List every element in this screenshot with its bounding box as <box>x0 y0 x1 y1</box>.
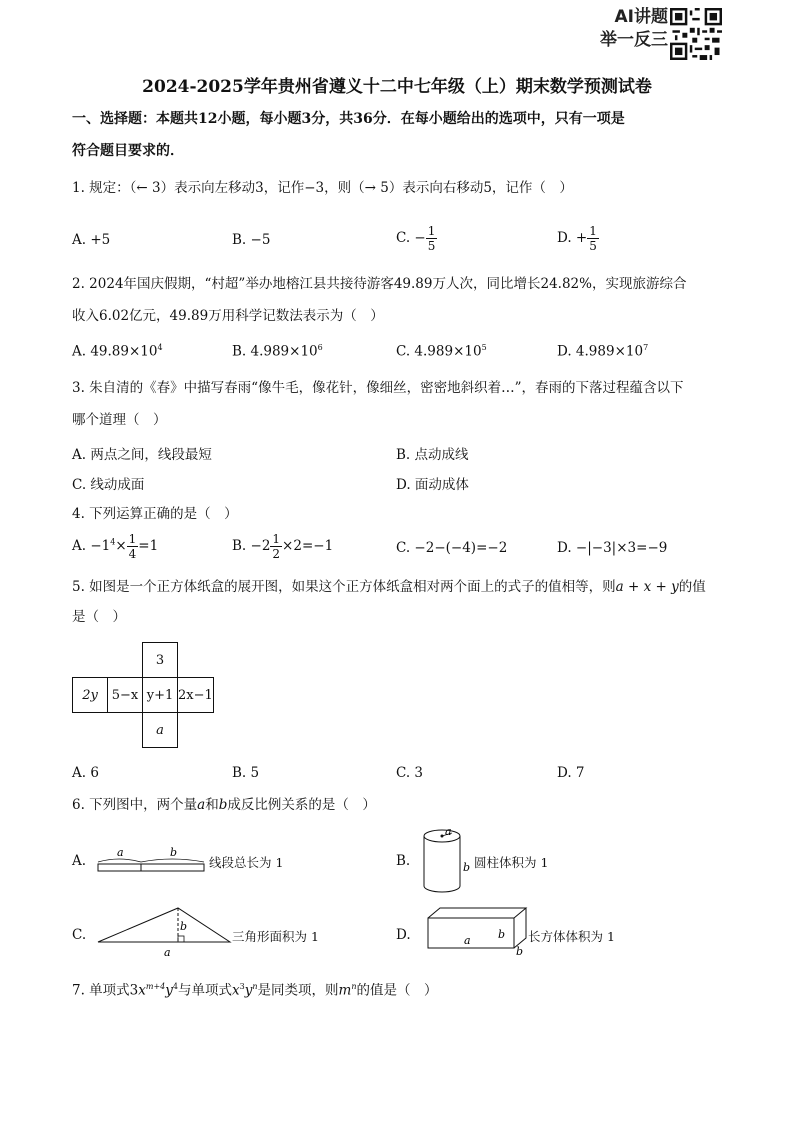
question-3-stem: 3. 朱自清的《春》中描写春雨“像牛毛，像花针，像细丝，密密地斜织着…”，春雨的下落过程蕴含以下 <box>72 380 684 396</box>
question-1-stem: 1. 规定：（← 3）表示向左移动3，记作−3，则（→ 5）表示向右移动5，记作（ ） <box>72 180 573 196</box>
q6-option-b[interactable]: B. <box>396 853 411 869</box>
q6-label-a: a <box>117 846 124 859</box>
question-4-stem: 4. 下列运算正确的是（ ） <box>72 506 238 522</box>
q3-option-c[interactable]: C. 线动成面 <box>72 477 145 493</box>
q6-box-label-a: a <box>464 934 471 947</box>
q4-option-a[interactable]: A. $-1^4\times$ $\frac{1}{4}$ =1 <box>72 532 159 561</box>
q6-figure-segments <box>96 844 208 878</box>
q5-option-b[interactable]: B. 5 <box>232 765 260 781</box>
q6-option-d[interactable]: D. <box>396 927 411 943</box>
net-face-top: 3 <box>143 643 178 678</box>
q6-label-b: b <box>170 846 178 859</box>
q2-option-b[interactable]: B. $4.989\times 10^6$ <box>232 343 323 360</box>
net-face-2: 5−x <box>108 678 143 713</box>
net-face-3: y+1 <box>143 678 178 713</box>
q1-option-d[interactable]: D. + $\frac{1}{5}$ <box>557 224 597 253</box>
q6-figure-cylinder <box>418 826 474 896</box>
net-face-1: 2y <box>73 678 108 713</box>
question-3-stem-cont: 哪个道理（ ） <box>72 412 167 428</box>
ai-badge-line2: 举一反三 <box>600 30 668 50</box>
q6-cyl-label-b: b <box>463 861 471 874</box>
q4-option-c[interactable]: C. −2−(−4)=−2 <box>396 540 508 556</box>
q6-box-label-b1: b <box>498 928 506 941</box>
q5-option-d[interactable]: D. 7 <box>557 765 585 781</box>
page-title: 2024-2025学年贵州省遵义十二中七年级（上）期末数学预测试卷 <box>142 77 652 97</box>
q1-option-b[interactable]: B. −5 <box>232 232 271 248</box>
q6-tri-label-a: a <box>164 946 171 959</box>
question-5-stem-cont: 是（ ） <box>72 609 126 625</box>
section-heading-cont: 符合题目要求的． <box>72 143 184 159</box>
q5-option-c[interactable]: C. 3 <box>396 765 424 781</box>
question-6-stem: 6. 下列图中，两个量a和b成反比例关系的是（ ） <box>72 797 376 813</box>
q6-caption-b: 圆柱体积为 1 <box>474 855 549 870</box>
q6-caption-c: 三角形面积为 1 <box>232 929 319 944</box>
question-5-stem: 5. 如图是一个正方体纸盒的展开图，如果这个正方体纸盒相对两个面上的式子的值相等，则a + x + y的值 <box>72 579 706 595</box>
q5-option-a[interactable]: A. 6 <box>72 765 99 781</box>
q4-option-b[interactable]: B. −2 $\frac{1}{2}$ ×2=−1 <box>232 532 334 561</box>
q6-cyl-label-a: a <box>445 826 452 838</box>
q1-option-c[interactable]: C. − $\frac{1}{5}$ <box>396 224 436 253</box>
q3-option-d[interactable]: D. 面动成体 <box>396 477 469 493</box>
q3-option-a[interactable]: A. 两点之间，线段最短 <box>72 447 212 463</box>
q3-option-b[interactable]: B. 点动成线 <box>396 447 469 463</box>
cube-net-figure <box>72 642 214 748</box>
ai-badge <box>600 6 668 52</box>
net-face-4: 2x−1 <box>178 678 214 713</box>
q6-figure-triangle <box>94 902 234 960</box>
qr-code-icon[interactable] <box>670 8 722 60</box>
q6-box-label-b2: b <box>516 945 524 958</box>
question-2-stem: 2. 2024年国庆假期，“村超”举办地榕江县共接待游客49.89万人次，同比增长24.82%，实现旅游综合 <box>72 276 687 292</box>
section-heading: 一、选择题：本题共12小题，每小题3分，共36分．在每小题给出的选项中，只有一项是 <box>72 111 625 127</box>
q6-option-a[interactable]: A. <box>72 853 87 869</box>
question-2-stem-cont: 收入6.02亿元，49.89万用科学记数法表示为（ ） <box>72 308 384 324</box>
q4-option-d[interactable]: D. −|−3|×3=−9 <box>557 540 668 556</box>
q6-caption-d: 长方体体积为 1 <box>528 929 615 944</box>
q2-option-a[interactable]: A. $49.89\times 10^4$ <box>72 343 163 360</box>
q6-tri-label-b: b <box>180 920 188 933</box>
q6-caption-a: 线段总长为 1 <box>209 855 284 870</box>
net-face-bottom: a <box>143 713 178 748</box>
q2-option-c[interactable]: C. $4.989\times 10^5$ <box>396 343 487 360</box>
q6-figure-cuboid <box>424 904 530 958</box>
ai-badge-line1: AI讲题 <box>614 7 668 27</box>
question-7-stem: 7. 单项式$3x^{m+4}y^4$与单项式$x^3y^n$是同类项，则$m^n$的值是（ ） <box>72 982 438 999</box>
q1-option-a[interactable]: A. +5 <box>72 232 111 248</box>
q6-option-c[interactable]: C. <box>72 927 87 943</box>
q2-option-d[interactable]: D. $4.989\times 10^7$ <box>557 343 649 360</box>
